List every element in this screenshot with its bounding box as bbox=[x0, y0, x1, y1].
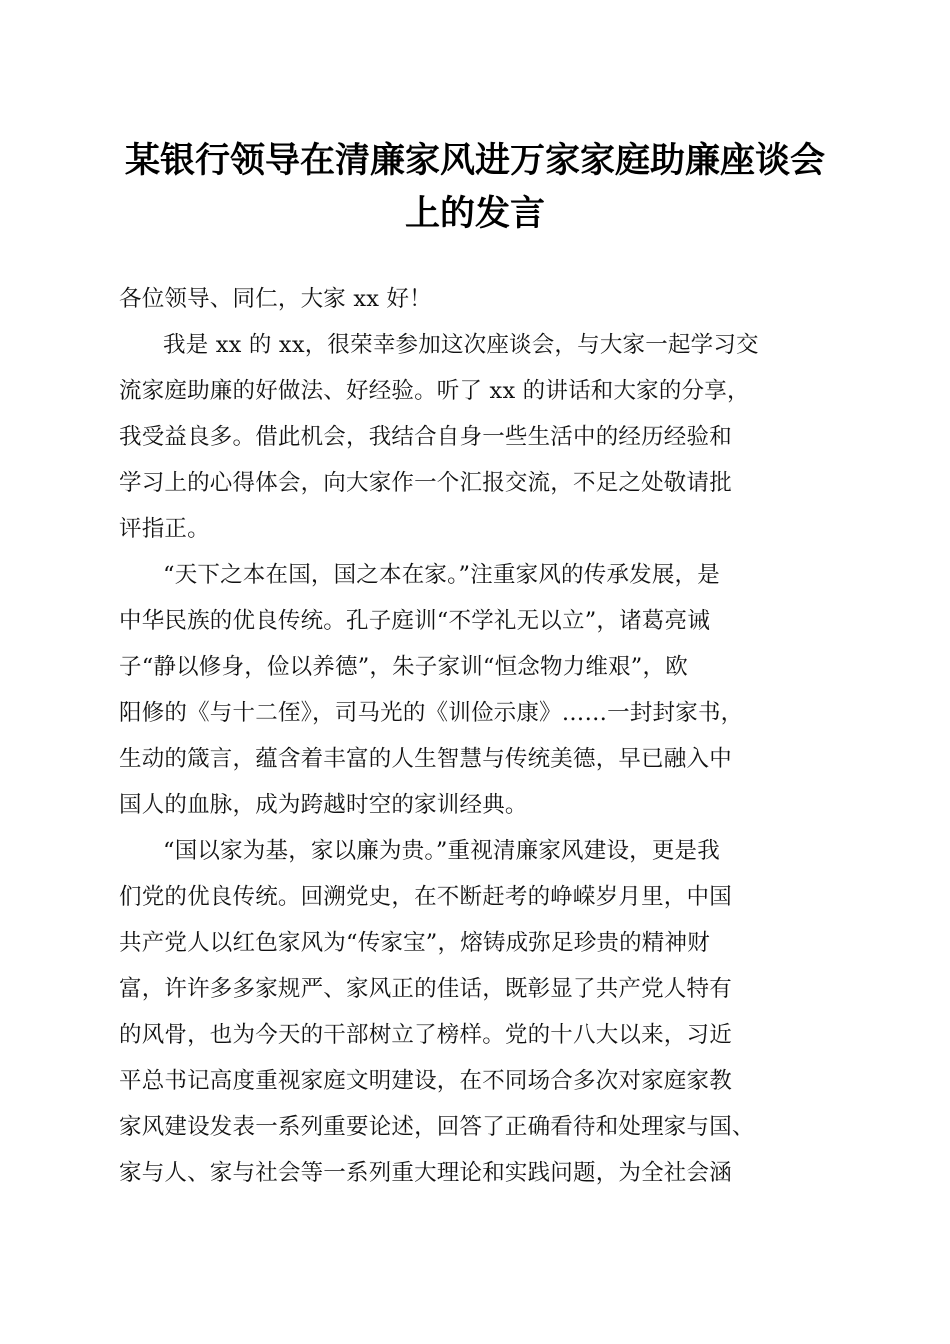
paragraph-line: 共产党人以红色家风为“传家宝”，熔铸成弥足珍贵的精神财 bbox=[119, 930, 710, 956]
paragraph-line: 我是 xx 的 xx，很荣幸参加这次座谈会，与大家一起学习交 bbox=[163, 332, 759, 358]
paragraph-line: 家风建设发表一系列重要论述，回答了正确看待和处理家与国、 bbox=[119, 1114, 755, 1140]
paragraph-line: 富，许许多多家规严、家风正的佳话，既彰显了共产党人特有 bbox=[119, 976, 732, 1002]
paragraph-line: 国人的血脉，成为跨越时空的家训经典。 bbox=[119, 792, 528, 818]
paragraph-line: “天下之本在国，国之本在家。”注重家风的传承发展，是 bbox=[163, 562, 720, 588]
paragraph-line: 生动的箴言，蕴含着丰富的人生智慧与传统美德，早已融入中 bbox=[119, 746, 732, 772]
document-title bbox=[110, 134, 840, 240]
paragraph-line: 平总书记高度重视家庭文明建设，在不同场合多次对家庭家教 bbox=[119, 1068, 732, 1094]
paragraph-line: 我受益良多。借此机会，我结合自身一些生活中的经历经验和 bbox=[119, 424, 732, 450]
title-line-2: 上的发言 bbox=[404, 193, 545, 234]
salutation: 各位领导、同仁，大家 xx 好！ bbox=[119, 286, 432, 312]
paragraph-line: 的风骨，也为今天的干部树立了榜样。党的十八大以来，习近 bbox=[119, 1022, 732, 1048]
paragraph-line: 们党的优良传统。回溯党史，在不断赶考的峥嵘岁月里，中国 bbox=[119, 884, 732, 910]
paragraph-line: 评指正。 bbox=[119, 516, 210, 542]
paragraph-line: 流家庭助廉的好做法、好经验。听了 xx 的讲话和大家的分享， bbox=[119, 378, 750, 404]
paragraph-line: 阳修的《与十二侄》，司马光的《训俭示康》……一封封家书， bbox=[119, 700, 744, 726]
paragraph-line: “国以家为基，家以廉为贵。”重视清廉家风建设，更是我 bbox=[163, 838, 720, 864]
document-body bbox=[119, 276, 831, 1196]
paragraph-line: 子“静以修身，俭以养德”，朱子家训“恒念物力维艰”，欧 bbox=[119, 654, 688, 680]
paragraph-line: 学习上的心得体会，向大家作一个汇报交流，不足之处敬请批 bbox=[119, 470, 732, 496]
title-line-1: 某银行领导在清廉家风进万家家庭助廉座谈会 bbox=[124, 140, 825, 181]
paragraph-line: 中华民族的优良传统。孔子庭训“不学礼无以立”，诸葛亮诫 bbox=[119, 608, 710, 634]
paragraph-line: 家与人、家与社会等一系列重大理论和实践问题，为全社会涵 bbox=[119, 1160, 732, 1186]
